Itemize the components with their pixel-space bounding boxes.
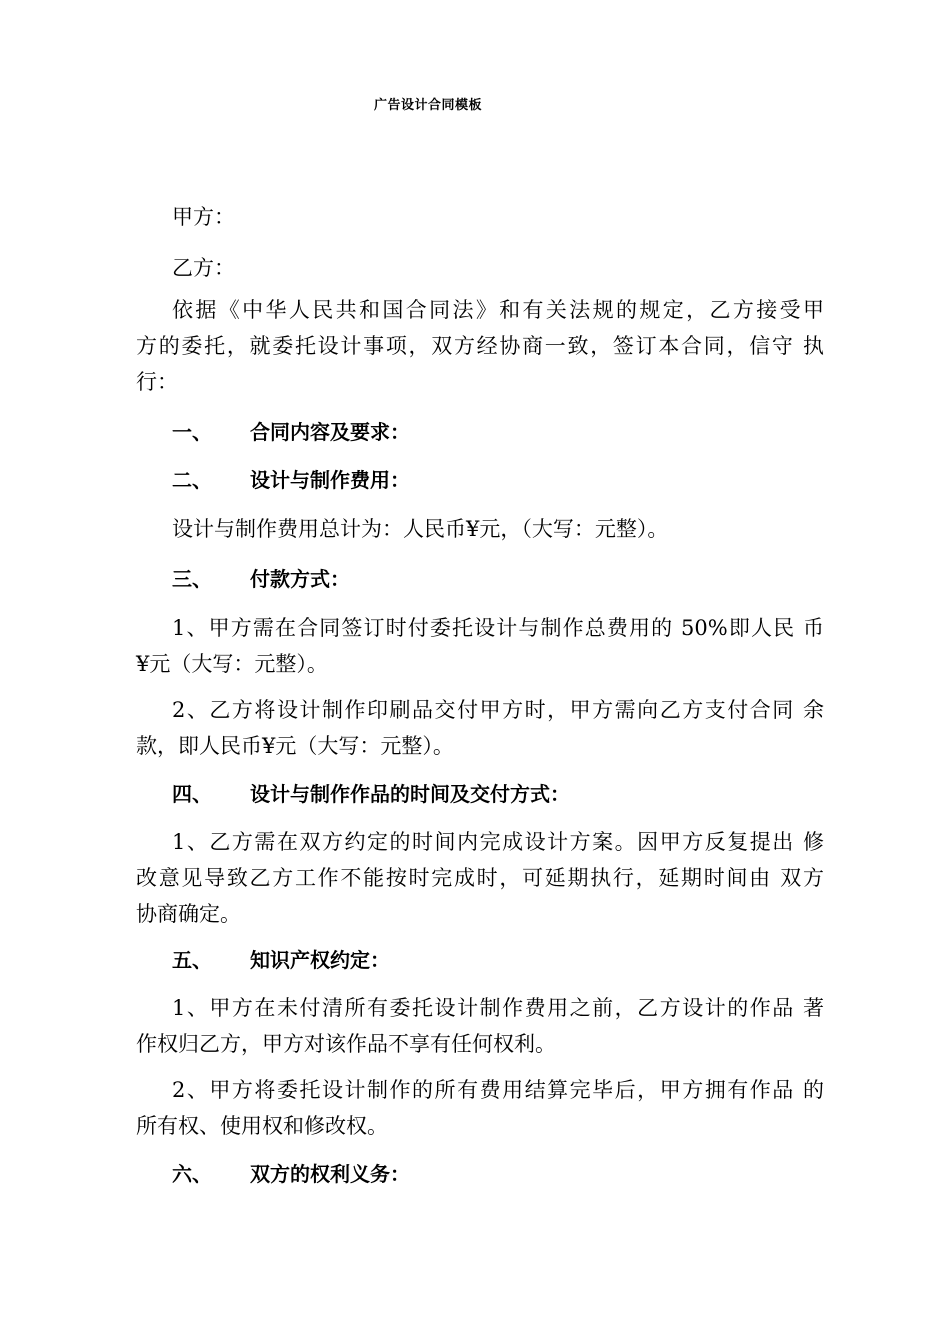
section-heading-5 — [172, 942, 390, 978]
delivery-1-line-2: 改意见导致乙方工作不能按时完成时，可延期执行，延期时间由 双方 — [136, 866, 824, 890]
section-title: 付款方式： — [250, 567, 350, 591]
intro-line-2: 方的委托，就委托设计事项，双方经协商一致，签订本合同，信守 执 — [136, 334, 824, 358]
section-heading-6 — [172, 1156, 410, 1192]
delivery-1-line-1: 1、乙方需在双方约定的时间内完成设计方案。因甲方反复提出 修 — [172, 830, 824, 854]
party-b-label: 乙方： — [172, 256, 235, 280]
section-number: 六、 — [172, 1162, 212, 1186]
payment-2-line-2: 款，即人民币¥元（大写：元整）。 — [136, 734, 454, 758]
section-number: 五、 — [172, 948, 212, 972]
delivery-1-line-3: 协商确定。 — [136, 902, 241, 926]
section-heading-3 — [172, 561, 350, 597]
fee-total-text: 设计与制作费用总计为：人民币¥元，（大写：元整）。 — [172, 517, 669, 541]
section-heading-2 — [172, 462, 410, 498]
section-title: 设计与制作作品的时间及交付方式： — [250, 782, 570, 806]
section-title: 设计与制作费用： — [250, 468, 410, 492]
intro-line-3: 行： — [136, 370, 178, 394]
section-number: 一、 — [172, 420, 212, 444]
payment-1-line-1: 1、甲方需在合同签订时付委托设计与制作总费用的 50%即人民 币 — [172, 616, 824, 640]
document-title: 广告设计合同模板 — [373, 98, 482, 113]
party-a-label: 甲方： — [172, 205, 235, 229]
intro-line-1: 依据《中华人民共和国合同法》和有关法规的规定，乙方接受甲 — [172, 298, 824, 322]
section-title: 知识产权约定： — [250, 948, 390, 972]
ip-1-line-2: 作权归乙方，甲方对该作品不享有任何权利。 — [136, 1032, 556, 1056]
section-number: 四、 — [172, 782, 212, 806]
section-heading-4 — [172, 776, 570, 812]
payment-2-line-1: 2、乙方将设计制作印刷品交付甲方时，甲方需向乙方支付合同 余 — [172, 698, 824, 722]
section-heading-1 — [172, 414, 410, 450]
section-title: 双方的权利义务： — [250, 1162, 410, 1186]
ip-1-line-1: 1、甲方在未付清所有委托设计制作费用之前，乙方设计的作品 著 — [172, 996, 824, 1020]
section-number: 二、 — [172, 468, 212, 492]
ip-2-line-2: 所有权、使用权和修改权。 — [136, 1114, 388, 1138]
payment-1-line-2: ¥元（大写：元整）。 — [136, 652, 328, 676]
section-title: 合同内容及要求： — [250, 420, 410, 444]
ip-2-line-1: 2、甲方将委托设计制作的所有费用结算完毕后，甲方拥有作品 的 — [172, 1078, 824, 1102]
section-number: 三、 — [172, 567, 212, 591]
